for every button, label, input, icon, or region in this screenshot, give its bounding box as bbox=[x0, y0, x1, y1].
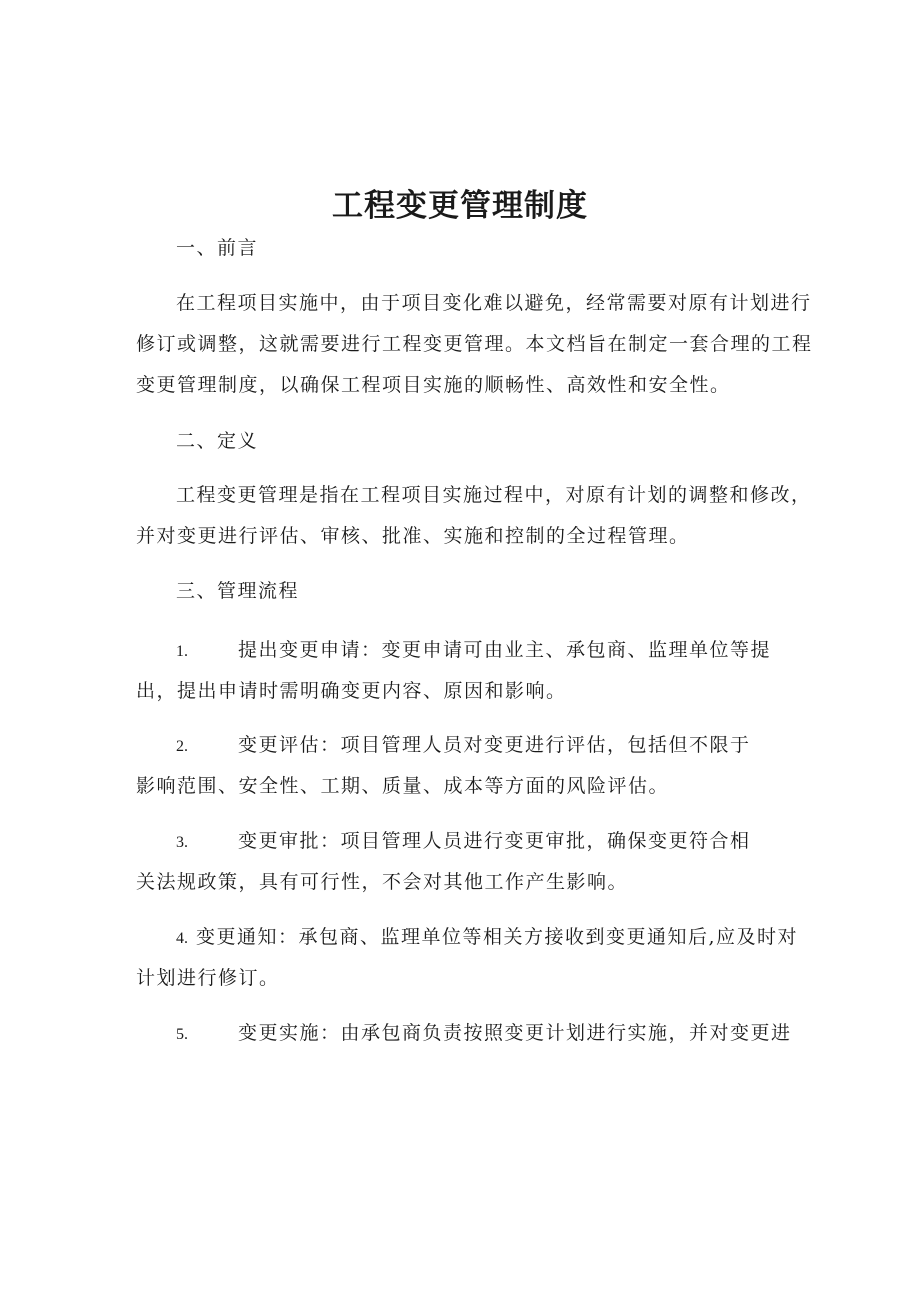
list-item-continuation: 计划进行修订。 bbox=[136, 967, 280, 989]
paragraph-line: 修订或调整，这就需要进行工程变更管理。本文档旨在制定一套合理的工程 bbox=[136, 333, 813, 355]
paragraph-line: 变更管理制度，以确保工程项目实施的顺畅性、高效性和安全性。 bbox=[136, 374, 731, 396]
document-title: 工程变更管理制度 bbox=[332, 188, 588, 224]
list-item bbox=[176, 638, 771, 664]
list-item bbox=[176, 829, 751, 855]
paragraph-line: 在工程项目实施中，由于项目变化难以避免，经常需要对原有计划进行 bbox=[176, 292, 812, 314]
list-item-continuation: 出，提出申请时需明确变更内容、原因和影响。 bbox=[136, 680, 567, 702]
list-item bbox=[176, 925, 798, 951]
list-item bbox=[176, 1021, 792, 1047]
list-item-continuation: 关法规政策，具有可行性，不会对其他工作产生影响。 bbox=[136, 871, 629, 893]
list-item-text: 变更评估：项目管理人员对变更进行评估，包括但不限于 bbox=[238, 734, 751, 756]
list-item bbox=[176, 733, 751, 759]
list-item-text: 变更实施：由承包商负责按照变更计划进行实施，并对变更进 bbox=[238, 1022, 792, 1044]
list-item-text: 变更审批：项目管理人员进行变更审批，确保变更符合相 bbox=[238, 830, 751, 852]
section-heading-preface: 一、前言 bbox=[176, 237, 259, 259]
section-heading-process: 三、管理流程 bbox=[176, 580, 300, 602]
paragraph-line: 工程变更管理是指在工程项目实施过程中，对原有计划的调整和修改， bbox=[176, 484, 812, 506]
list-item-continuation: 影响范围、安全性、工期、质量、成本等方面的风险评估。 bbox=[136, 775, 670, 797]
list-item-number: 5. bbox=[176, 1026, 188, 1043]
list-item-number: 2. bbox=[176, 738, 188, 755]
section-heading-definition: 二、定义 bbox=[176, 430, 259, 452]
list-item-number: 3. bbox=[176, 834, 188, 851]
list-item-number: 1. bbox=[176, 643, 188, 660]
list-item-number: 4. bbox=[176, 930, 188, 947]
list-item-text: 提出变更申请：变更申请可由业主、承包商、监理单位等提 bbox=[238, 639, 772, 661]
list-item-text: 变更通知：承包商、监理单位等相关方接收到变更通知后,应及时对 bbox=[196, 926, 799, 948]
paragraph-line: 并对变更进行评估、审核、批准、实施和控制的全过程管理。 bbox=[136, 525, 690, 547]
